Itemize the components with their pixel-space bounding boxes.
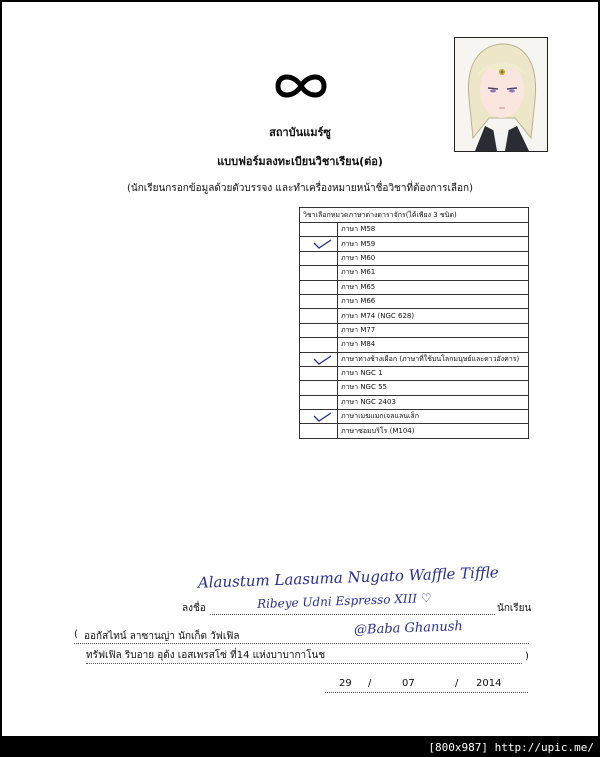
date-dotted-line: [325, 692, 528, 693]
date-separator-1: /: [368, 678, 372, 689]
name-close-paren: ): [525, 651, 529, 662]
subject-label: ภาษาทางช้างเผือก (ภาษาที่ใช้บนโลกมนุษย์และดาวอังคาร): [338, 352, 529, 366]
subject-checkbox[interactable]: [300, 352, 338, 366]
subject-label: ภาษา NGC 55: [338, 381, 529, 395]
subject-label: ภาษา M58: [338, 223, 529, 237]
subject-label: ภาษา M61: [338, 266, 529, 280]
institution-name: สถาบันแมร์ซู: [269, 126, 331, 139]
subject-label: ภาษาซอมบริโร (M104): [338, 424, 529, 438]
subject-checkbox[interactable]: [300, 223, 338, 237]
registration-form-page: [2, 2, 598, 736]
date-day: 29: [339, 678, 352, 689]
subject-row: [300, 309, 529, 323]
printed-name-line2: ทรัฟเฟิล ริบอาย อุด้ง เอสเพรสโซ่ ที่14 แห่งบาบากาโนช: [86, 650, 326, 661]
subjects-table: [299, 207, 529, 439]
subject-row: [300, 266, 529, 280]
name-open-paren: (: [74, 629, 78, 640]
student-portrait-icon: [455, 38, 547, 151]
date-month: 07: [402, 678, 415, 689]
subject-label: ภาษา NGC 1: [338, 366, 529, 380]
subject-checkbox[interactable]: [300, 280, 338, 294]
subject-row: [300, 237, 529, 251]
subject-label: ภาษา NGC 2403: [338, 395, 529, 409]
subject-row: [300, 223, 529, 237]
subject-row: [300, 251, 529, 265]
checkmark-icon: [312, 238, 332, 250]
subject-checkbox[interactable]: [300, 323, 338, 337]
subject-label: ภาษา M65: [338, 280, 529, 294]
subject-checkbox[interactable]: [300, 338, 338, 352]
subject-checkbox[interactable]: [300, 251, 338, 265]
subject-label: ภาษา M84: [338, 338, 529, 352]
infinity-logo-icon: [270, 70, 332, 102]
date-separator-2: /: [455, 678, 459, 689]
subject-checkbox[interactable]: [300, 237, 338, 251]
date-year: 2014: [476, 678, 502, 689]
subject-checkbox[interactable]: [300, 381, 338, 395]
subjects-table-header: วิชาเลือกหมวดภาษาต่างดาราจักร(ได้เพียง 3 ชนิด): [300, 208, 529, 223]
checkmark-icon: [312, 354, 332, 366]
subject-label: ภาษา M66: [338, 294, 529, 308]
student-label: นักเรียน: [497, 603, 532, 614]
image-size-footer: [800x987] http://upic.me/: [0, 738, 600, 757]
subject-checkbox[interactable]: [300, 410, 338, 424]
subject-row: [300, 366, 529, 380]
subject-label: ภาษาเมฆแมกเจลแลนเล็ก: [338, 410, 529, 424]
signature-handwritten-line1: Alaustum Laasuma Nugato Waffle Tiffle: [197, 563, 499, 592]
signature-dotted-line: [210, 614, 495, 615]
checkmark-icon: [312, 411, 332, 423]
name-dotted-line1: [74, 643, 529, 644]
signature-handwritten-line3: @Baba Ghanush: [353, 619, 464, 638]
subject-label: ภาษา M74 (NGC 628): [338, 309, 529, 323]
form-title: แบบฟอร์มลงทะเบียนวิชาเรียน(ต่อ): [217, 155, 383, 168]
subject-row: [300, 381, 529, 395]
subject-label: ภาษา M60: [338, 251, 529, 265]
subject-row: [300, 395, 529, 409]
sign-label: ลงชื่อ: [182, 603, 206, 614]
subject-checkbox[interactable]: [300, 366, 338, 380]
subject-row: [300, 338, 529, 352]
subject-checkbox[interactable]: [300, 395, 338, 409]
form-instruction: (นักเรียนกรอกข้อมูลด้วยตัวบรรจง และทำเครื่องหมายหน้าชื่อวิชาที่ต้องการเลือก): [127, 183, 473, 194]
subject-row: [300, 323, 529, 337]
subject-label: ภาษา M77: [338, 323, 529, 337]
subject-row: [300, 280, 529, 294]
subject-checkbox[interactable]: [300, 424, 338, 438]
printed-name-line1: ออกัสไทน์ ลาซานญ่า นักเก็ต วัฟเฟิล: [84, 631, 240, 642]
signature-handwritten-line2: Ribeye Udni Espresso XIII ♡: [256, 590, 432, 612]
subject-row: [300, 410, 529, 424]
subject-checkbox[interactable]: [300, 266, 338, 280]
subject-row: [300, 352, 529, 366]
student-photo: [454, 37, 548, 152]
subject-row: [300, 424, 529, 438]
subject-checkbox[interactable]: [300, 309, 338, 323]
subject-label: ภาษา M59: [338, 237, 529, 251]
subject-row: [300, 294, 529, 308]
subject-checkbox[interactable]: [300, 294, 338, 308]
name-dotted-line2: [86, 663, 522, 664]
